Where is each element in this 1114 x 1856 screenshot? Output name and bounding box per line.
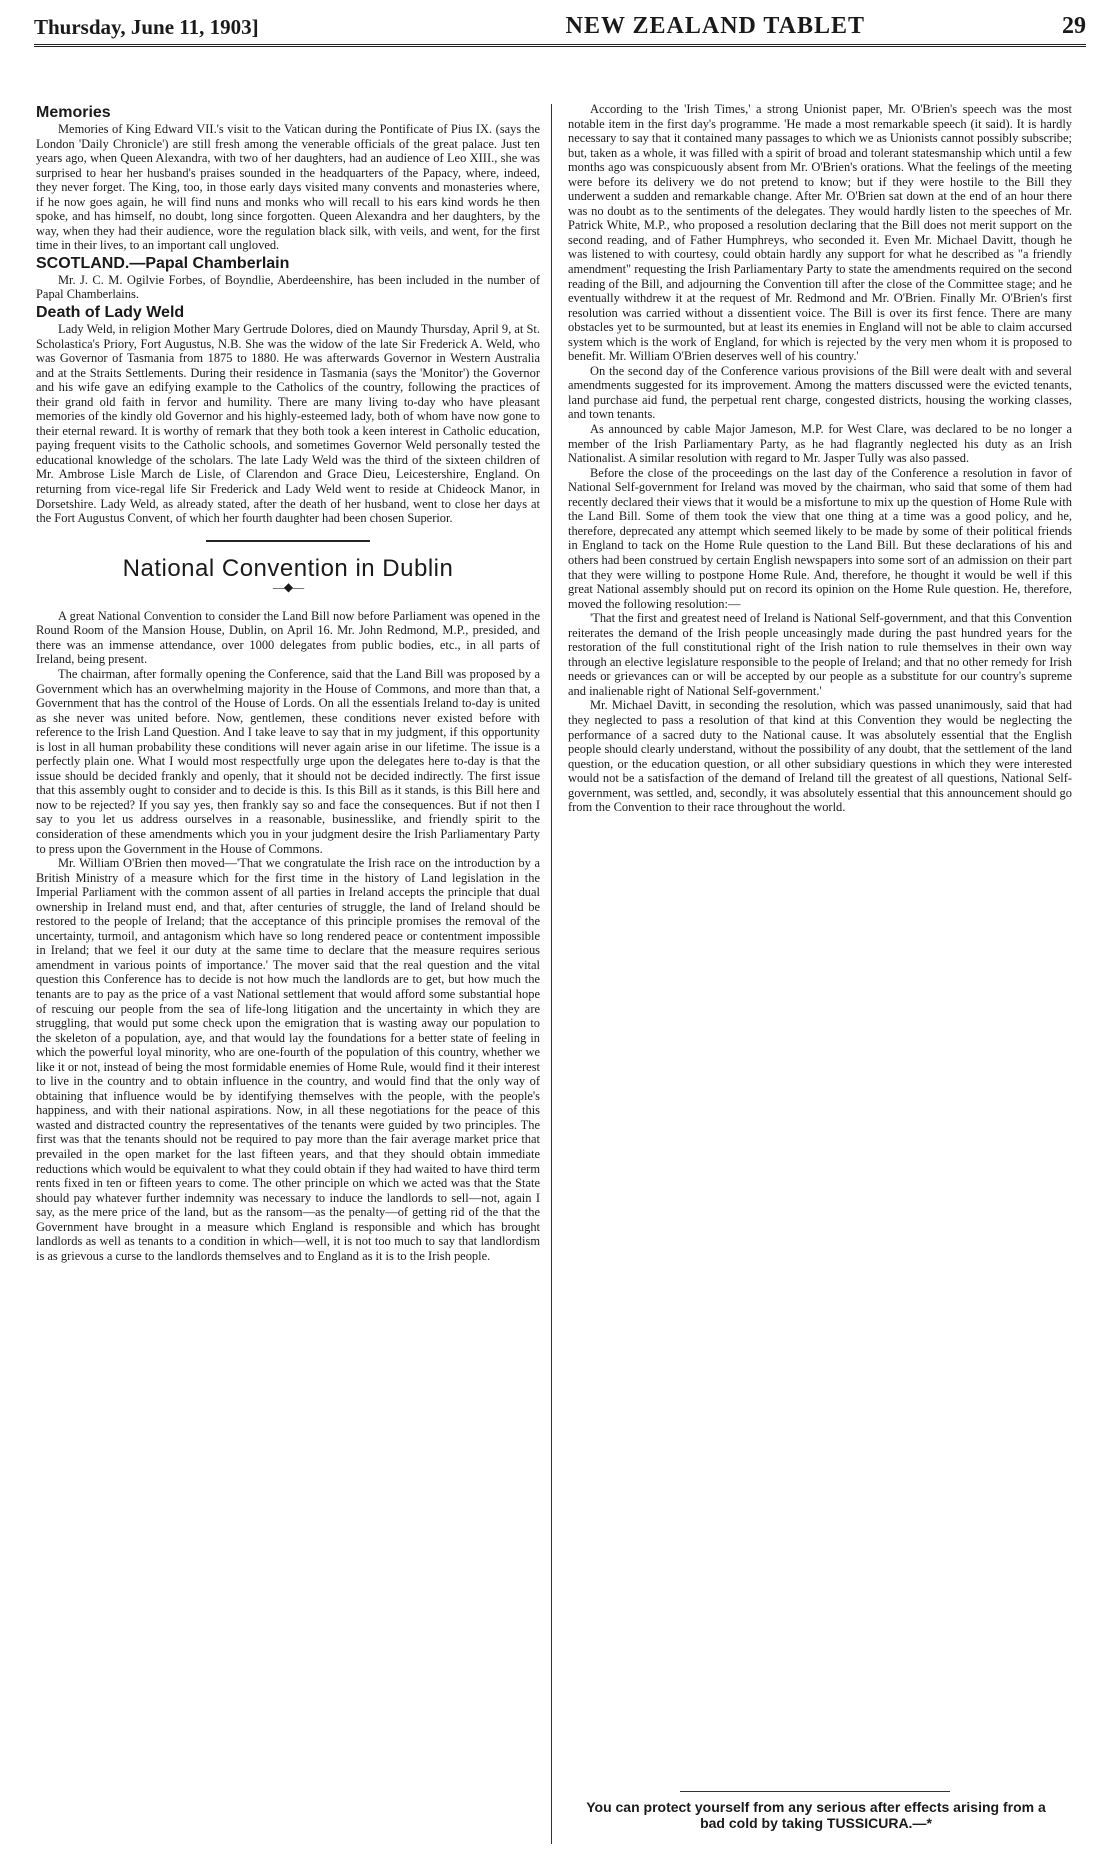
memories-heading: Memories — [36, 104, 111, 121]
convention-title: National Convention in Dublin — [122, 554, 454, 582]
scotland-heading: SCOTLAND.—Papal Chamberlain — [36, 254, 290, 272]
title-ornament: —◆— — [272, 580, 304, 595]
convention-paragraph: A great National Convention to consider the Land Bill now before Parliament was opened in the Round Room of the Mansion House, Dublin, on April 16. Mr. John Redmond, M.P., presided, and there was an immense attendance, over 1000 delegates from public bodies, etc., in all parts of Ireland, being present. — [36, 608, 540, 667]
convention-paragraph: The chairman, after formally opening the Conference, said that the Land Bill was proposed by a Government which has an overwhelming majority in the House of Commons, and more than that, a Government that has the control of the House of Lords. On all the essentials Ireland to-day is united as she never was united before. Now, gentlemen, these conditions never existed before with reference to the Irish Land Question. And I take leave to say that in my judgment, if this opportunity is lost in all human probability these conditions will never again arise in our lifetime. The issue is a perfectly plain one. What I would most respectfully urge upon the delegates here to-day is that the issue should be decided frankly and openly, that it should not be decided indirectly. The first issue that this assembly ought to consider and to decide is this. Is this Bill as it stands, is this Bill here and now to be rejected? If you say yes, then frankly say so and face the consequences. But if not then I say to you let us address ourselves in a reasonable, businesslike, and friendly spirit to the consideration of these amendments which you in your judgment desire the Irish Parliamentary Party to press upon the Government in the House of Commons. — [36, 666, 540, 856]
lady-weld-paragraph: Lady Weld, in religion Mother Mary Gertrude Dolores, died on Maundy Thursday, April 9, at St. Scholastica's Priory, Fort Augustus, N.B. She was the widow of the late Sir Frederick A. Weld, who was Governor of Tasmania from 1875 to 1880. He was afterwards Governor in Western Australia and at the Straits Settlements. During their residence in Tasmania (says the 'Monitor') the Governor and his wife gave an edifying example to the Catholics of the country, following the practices of their grand old faith in fervor and humility. There are many living to-day who have pleasant memories of the kindly old Governor and his highly-esteemed lady, both of whom have now gone to their eternal reward. It is worthy of remark that they both took a keen interest in Catholic education, paying frequent visits to the Catholic schools, and sometimes Governor Weld personally tested the educational knowledge of the scholars. The late Lady Weld was the third of the sixteen children of Mr. Ambrose Lisle March de Lisle, of Clarendon and Grace Dieu, Leicestershire, England. On returning from vice-regal life Sir Frederick and Lady Weld went to reside at Chideock Manor, in Dorsetshire. Lady Weld, as already stated, after the death of her husband, went to close her days at the Fort Augustus Convent, of which her fourth daughter had been chosen Superior. — [36, 322, 540, 526]
convention-paragraph: Before the close of the proceedings on the last day of the Conference a resolution in favor of National Self-government for Ireland was moved by the chairman, who said that some of them had recently declared their views that it would be a misfortune to mix up the question of Home Rule with the Land Bill. Some of them took the view that one thing at a time was a good policy, and he, therefore, deprecated any attempt which seemed likely to be made by some of their political friends in England to tack on the Home Rule question to the Land Bill. But these declarations of his and others had been construed by certain English newspapers into some sort of an admission on their part that they were willing to postpone Home Rule. And, therefore, he thought it would be well if this great National assembly should put on record its opinion on the Home Rule question. He, therefore, moved the following resolution:— — [568, 465, 1072, 611]
convention-paragraph: 'That the first and greatest need of Ireland is National Self-government, and that this Convention reiterates the demand of the Irish people unceasingly made during the past hundred years for the restoration of the full constitutional right of the Irish nation to rule themselves in their own way through an elective legislature responsible to the people of Ireland; and that no other remedy for Irish needs or grievances can or will be accepted by our people as a substitute for our country's supreme and inalienable right of National Self-government.' — [568, 611, 1072, 698]
right-column — [568, 102, 1072, 1552]
convention-paragraph: On the second day of the Conference various provisions of the Bill were dealt with and several amendments suggested for its improvement. Among the matters discussed were the evicted tenants, land purchase aid fund, the perpetual rent charge, congested districts, housing the working classes, and town tenants. — [568, 363, 1072, 422]
masthead: NEW ZEALAND TABLET — [565, 13, 866, 39]
tussicura-advert: You can protect yourself from any serious after effects arising from a bad cold by taking TUSSICURA.—* — [586, 1799, 1046, 1831]
scotland-paragraph: Mr. J. C. M. Ogilvie Forbes, of Boyndlie, Aberdeenshire, has been included in the number of Papal Chamberlains. — [36, 272, 540, 302]
column-divider — [551, 104, 552, 1844]
issue-date: Thursday, June 11, 1903] — [34, 15, 259, 39]
section-separator — [206, 540, 370, 542]
convention-paragraph: As announced by cable Major Jameson, M.P. for West Clare, was declared to be no longer a member of the Irish Parliamentary Party, as he had flagrantly neglected his duty as an Irish Nationalist. A similar resolution with regard to Mr. Jasper Tully was also passed. — [568, 422, 1072, 466]
page-number: 29 — [1061, 13, 1086, 39]
convention-paragraph: According to the 'Irish Times,' a strong Unionist paper, Mr. O'Brien's speech was the most notable item in the first day's programme. 'He made a most remarkable speech (it said). It is hardly necessary to say that it contained many passages to which we as Unionists cannot possibly subscribe; but, taken as a whole, it was filled with a spirit of broad and tolerant statesmanship which until a few months ago was conspicuously absent from Mr. O'Brien's orations. What the feelings of the meeting were before its delivery we do not pretend to know; but if they were hostile to the Bill they underwent a sudden and remarkable change. After Mr. O'Brien sat down at the end of an hour there was no doubt as to the sentiments of the delegates. They would hardly listen to the speeches of Mr. Patrick White, M.P., who proposed a resolution declaring that the Bill does not merit support on the second reading, and of Father Humphreys, who seconded it. Even Mr. Michael Davitt, though he was listened to with courtesy, could obtain hardly any support for what he described as "a friendly amendment" requesting the Irish Parliamentary Party to state the amendments required on the second reading of the Bill, and adjourning the Convention till after the close of the Committee stage; and he eventually withdrew it at the request of Mr. Redmond and Mr. O'Brien. Finally Mr. O'Brien's first resolution was carried without a dissentient voice. The Bill is over its first fence. There are many obstacles yet to be surmounted, but at least its enemies in England will not be able to claim accursed system which is the work of England, for which is rejected by the very men whom it is proposed to benefit. Mr. William O'Brien deserves well of his country.' — [568, 102, 1072, 364]
left-column — [36, 102, 540, 1822]
page-header — [34, 6, 1086, 47]
convention-paragraph: Mr. Michael Davitt, in seconding the resolution, which was passed unanimously, said that had they neglected to pass a resolution of that kind at this Convention they would be neglecting the performance of a sacred duty to the National cause. It was absolutely essential that the English people should clearly understand, without the possibility of any doubt, that the settlement of the land question, or the education question, or all other subsidiary questions in which they were interested would not be a satisfaction of the demand of Ireland till the greatest of all questions, National Self-government, was settled, and, secondly, it was absolutely essential that this announcement should go from the Convention to their race throughout the world. — [568, 698, 1072, 815]
convention-paragraph: Mr. William O'Brien then moved—'That we congratulate the Irish race on the introduction by a British Ministry of a measure which for the first time in the history of Land legislation in the Imperial Parliament with the common assent of all parties in Ireland accepts the principle that dual ownership in Ireland must end, and that, after centuries of struggle, the land of Ireland should be restored to the people of Ireland; that the acceptance of this principle promises the removal of the uncertainty, turmoil, and antagonism which have so long rendered peace or contentment impossible in Ireland; that we feel it our duty at the same time to declare that the measure requires serious amendment in various points of importance.' The mover said that the real question and the vital question this Conference has to decide is not how much the landlords are to get, but how much the tenants are to pay as the price of a vast National settlement that would afford some substantial hope of rescuing our people from the sea of life-long litigation and the uncertainty in which they are struggling, that would put some check upon the emigration that is wasting away our population to the skeleton of a population, aye, and that would lay the foundations for a better state of feeling in which the powerful loyal minority, who are one-fourth of the population of this country, whether we like it or not, instead of being the most formidable enemies of Home Rule, would find it their interest to live in the country and to obtain influence in the country, and would find that the only way of obtaining that influence would be by identifying themselves with the people, with the people's happiness, and with their national aspirations. Now, in all these negotiations for the peace of this wasted and distracted country the representatives of the tenants were guided by two principles. The first was that the tenants should not be required to pay more than the fair average market price that prevailed in the open market for the last fifteen years, and that they should obtain immediate reductions which would be equivalent to what they could obtain if they had waited to have third term rents fixed in ten or fifteen years to come. The other principle on which we acted was that the State should pay whatever further indemnity was necessary to induce the landlords to sell—not, again I say, as the mere price of the land, but as the ransom—as the penalty—of getting rid of the that the Government have brought in a measure which England is responsible and which has brought landlords as well as tenants to a condition in which—well, it is not too much to say that landlordism is as grievous a curse to the landlords themselves and to England as it is to the Irish people. — [36, 856, 540, 1263]
lady-weld-heading: Death of Lady Weld — [36, 304, 185, 322]
memories-paragraph: Memories of King Edward VII.'s visit to the Vatican during the Pontificate of Pius IX. (says the London 'Daily Chronicle') are still fresh among the venerable officials of the great palace. Just ten years ago, when Queen Alexandra, with two of her daughters, had an audience of Leo XIII., she was surprised to hear her husband's praises sounded in the headquarters of the Papacy, where, indeed, they never forget. The King, too, in those early days visited many convents and monasteries where, if he now goes again, he will find nuns and monks who will recall to his ears kind words he then spoke, and has himself, no doubt, long since forgotten. Queen Alexandra and her daughters, by the way, when they had their audience, wore the regulation black silk, with veils, and went, for the first time in their lives, to an important call ungloved. — [36, 122, 540, 253]
advert-rule — [680, 1791, 950, 1792]
